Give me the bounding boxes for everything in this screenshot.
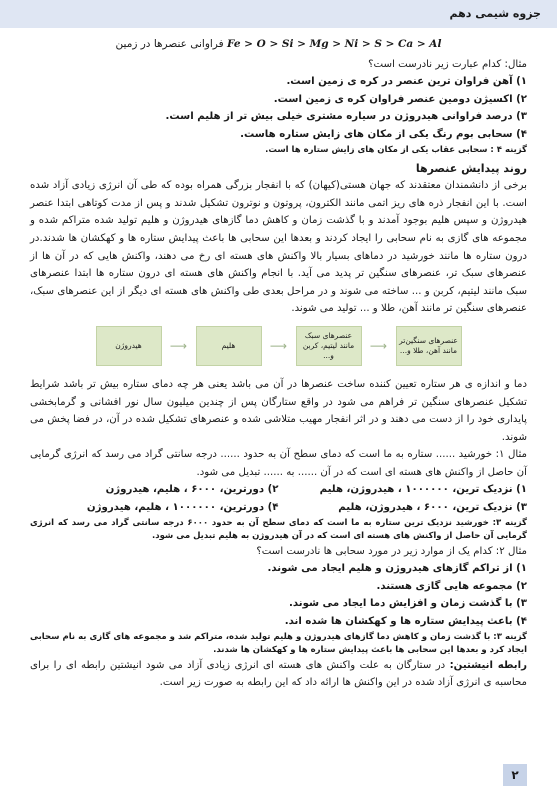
- question-1-title: مثال: کدام عبارت زیر نادرست است؟: [368, 58, 527, 70]
- question-2-title: مثال ۱: خورشید ...... ستاره به ما است که دمای سطح آن به حدود ...... درجه سانتی گراد می رسد که انرژی گرمایی آن حاصل از واکنش های هسته ای است که در آن ...... به ...... تبدیل می شود.: [30, 449, 527, 478]
- question-3-option: ۱) از تراکم گازهای هیدروژن و هلیم ایجاد می شوند.: [267, 563, 527, 575]
- question-3: [30, 543, 527, 657]
- question-2-options-row: [30, 481, 527, 499]
- question-1-option: ۲) اکسیژن دومین عنصر فراوان کره ی زمین است.: [273, 93, 527, 105]
- question-3-answer: گزینه ۳: با گذشت زمان و کاهش دما گازهای هیدروژن و هلیم تولید شده، متراکم شد و مجموعه های گازی به نام سحابی ایجاد کرد و بعدها این سحابی ها باعث پیدایش ستاره ها و کهکشان ها شدند.: [30, 631, 527, 655]
- einstein-paragraph: [30, 657, 527, 692]
- question-3-option: ۳) با گذشت زمان و افزایش دما ایجاد می شوند.: [289, 598, 527, 610]
- question-1: [30, 56, 527, 157]
- question-1-answer: گزینه ۴ : سحابی عقاب یکی از مکان های زایش ستاره ها است.: [265, 144, 527, 155]
- flow-step-helium: هلیم: [196, 326, 262, 366]
- arrow-icon: ⟶: [369, 338, 388, 353]
- abundance-formula: Fe > O > Si > Mg > Ni > S > Ca > Al: [226, 38, 442, 50]
- flow-step-hydrogen: هیدروژن: [96, 326, 162, 366]
- arrow-icon: ⟶: [269, 338, 288, 353]
- section-title: روند پیدایش عنصرها: [415, 161, 527, 175]
- question-2-option: ۴) دورترین، ۱۰۰۰۰۰۰ ، هلیم، هیدروژن: [86, 502, 279, 514]
- question-1-option: ۳) درصد فراوانی هیدروژن در سیاره مشتری خیلی بیش تر از هلیم است.: [165, 111, 527, 123]
- star-paragraph: دما و اندازه ی هر ستاره تعیین کننده ساخت عنصرها در آن می باشد یعنی هر چه دمای ستاره بیش تر باشد شرایط تشکیل عنصرهای سنگین تر فراهم می شود در واقع ستارگان پس از چندین میلیون سال نور افشانی و گرمابخشی پایداری خود را از دست می دهند و در اثر انفجار مهیب متلاشی شده و عنصرهای تشکیل شده در آن، در فضا پخش می شوند.: [30, 378, 527, 443]
- question-2-options-row: [30, 499, 527, 517]
- page-number: ۲: [503, 764, 527, 786]
- question-3-option: ۲) مجموعه هایی گازی هستند.: [376, 580, 527, 592]
- arrow-icon: ⟶: [169, 338, 188, 353]
- flow-step-heavy-elements: عنصرهای سنگین‌تر مانند آهن، طلا و...: [396, 326, 462, 366]
- question-2-option: ۲) دورترین، ۶۰۰۰ ، هلیم، هیدروژن: [105, 484, 279, 496]
- question-3-option: ۴) باعث پیدایش ستاره ها و کهکشان ها شده اند.: [284, 616, 527, 628]
- question-2: [30, 446, 527, 542]
- page-header: [0, 0, 557, 28]
- header-title: جزوه شیمی دهم: [449, 7, 541, 20]
- section-paragraph: برخی از دانشمندان معتقدند که جهان هستی(کیهان) که با انفجار بزرگی همراه بوده که طی آن انرژی زیادی آزاد شده است. با این انفجار ذره های ریز اتمی مانند الکترون، پروتون و نوترون تشکیل شدند و پس از مدت کوتاهی ابتدا عنصر هیدروژن و سپس هلیم بوجود آمدند و با گذشت زمان و کاهش دما گازهای هیدروژن و هلیم تولید شده متراکم شده و مجموعه های گازی به نام سحابی را ایجاد کردند و بعدها این سحابی ها باعث پیدایش ستاره ها و کهکشان ها شدند.در درون ستاره ها مانند خورشید در دماهای بسیار بالا واکنش های هسته ای رخ می دهند، واکنش هایی که در آن ها از عنصرهای سبک تر، عنصرهای سنگین تر پدید می آید. با انجام واکنش های هسته ای درون ستاره ها ابتدا عنصرهای سبک مانند لیتیم، کربن و ... ساخته می شوند و در مراحل بعدی طی واکنش های هسته ای دیگر از این عنصرهای سبک، عنصرهای سنگین تر مانند آهن، طلا و ... تولید می شوند.: [30, 180, 527, 315]
- einstein-label: رابطه انیشتین:: [449, 659, 527, 671]
- question-2-option: ۱) نزدیک ترین، ۱۰۰۰۰۰۰ ، هیدروژن، هلیم: [319, 484, 527, 496]
- question-2-option: ۳) نزدیک ترین، ۶۰۰۰ ، هیدروژن، هلیم: [338, 502, 527, 514]
- question-3-title: مثال ۲: کدام یک از موارد زیر در مورد سحابی ها نادرست است؟: [256, 545, 527, 557]
- abundance-line: [30, 36, 527, 54]
- einstein-text: در ستارگان به علت واکنش های هسته ای انرژی زیادی آزاد می شود انیشتین رابطه ای را برای محاسبه ی انرژی آزاد شده در این واکنش ها ارائه داد که این رابطه به صورت زیر است.: [30, 659, 527, 689]
- question-1-option: ۱) آهن فراوان ترین عنصر در کره ی زمین است.: [286, 76, 527, 88]
- question-1-option: ۴) سحابی بوم رنگ یکی از مکان های زایش ستاره هاست.: [240, 128, 527, 140]
- page-content: [30, 36, 527, 692]
- element-formation-flowchart: [30, 322, 527, 370]
- question-2-answer: گزینه ۳: خورشید نزدیک ترین ستاره به ما است که دمای سطح آن به حدود ۶۰۰۰ درجه سانتی گراد می رسد که انرژی گرمایی آن حاصل از واکنش های هسته ای است که در آن هیدروژن به هلیم تبدیل می شود.: [30, 517, 527, 541]
- flow-step-light-elements: عنصرهای سبک مانند لیتیم، کربن و...: [296, 326, 362, 366]
- abundance-caption: فراوانی عنصرها در زمین: [115, 38, 224, 50]
